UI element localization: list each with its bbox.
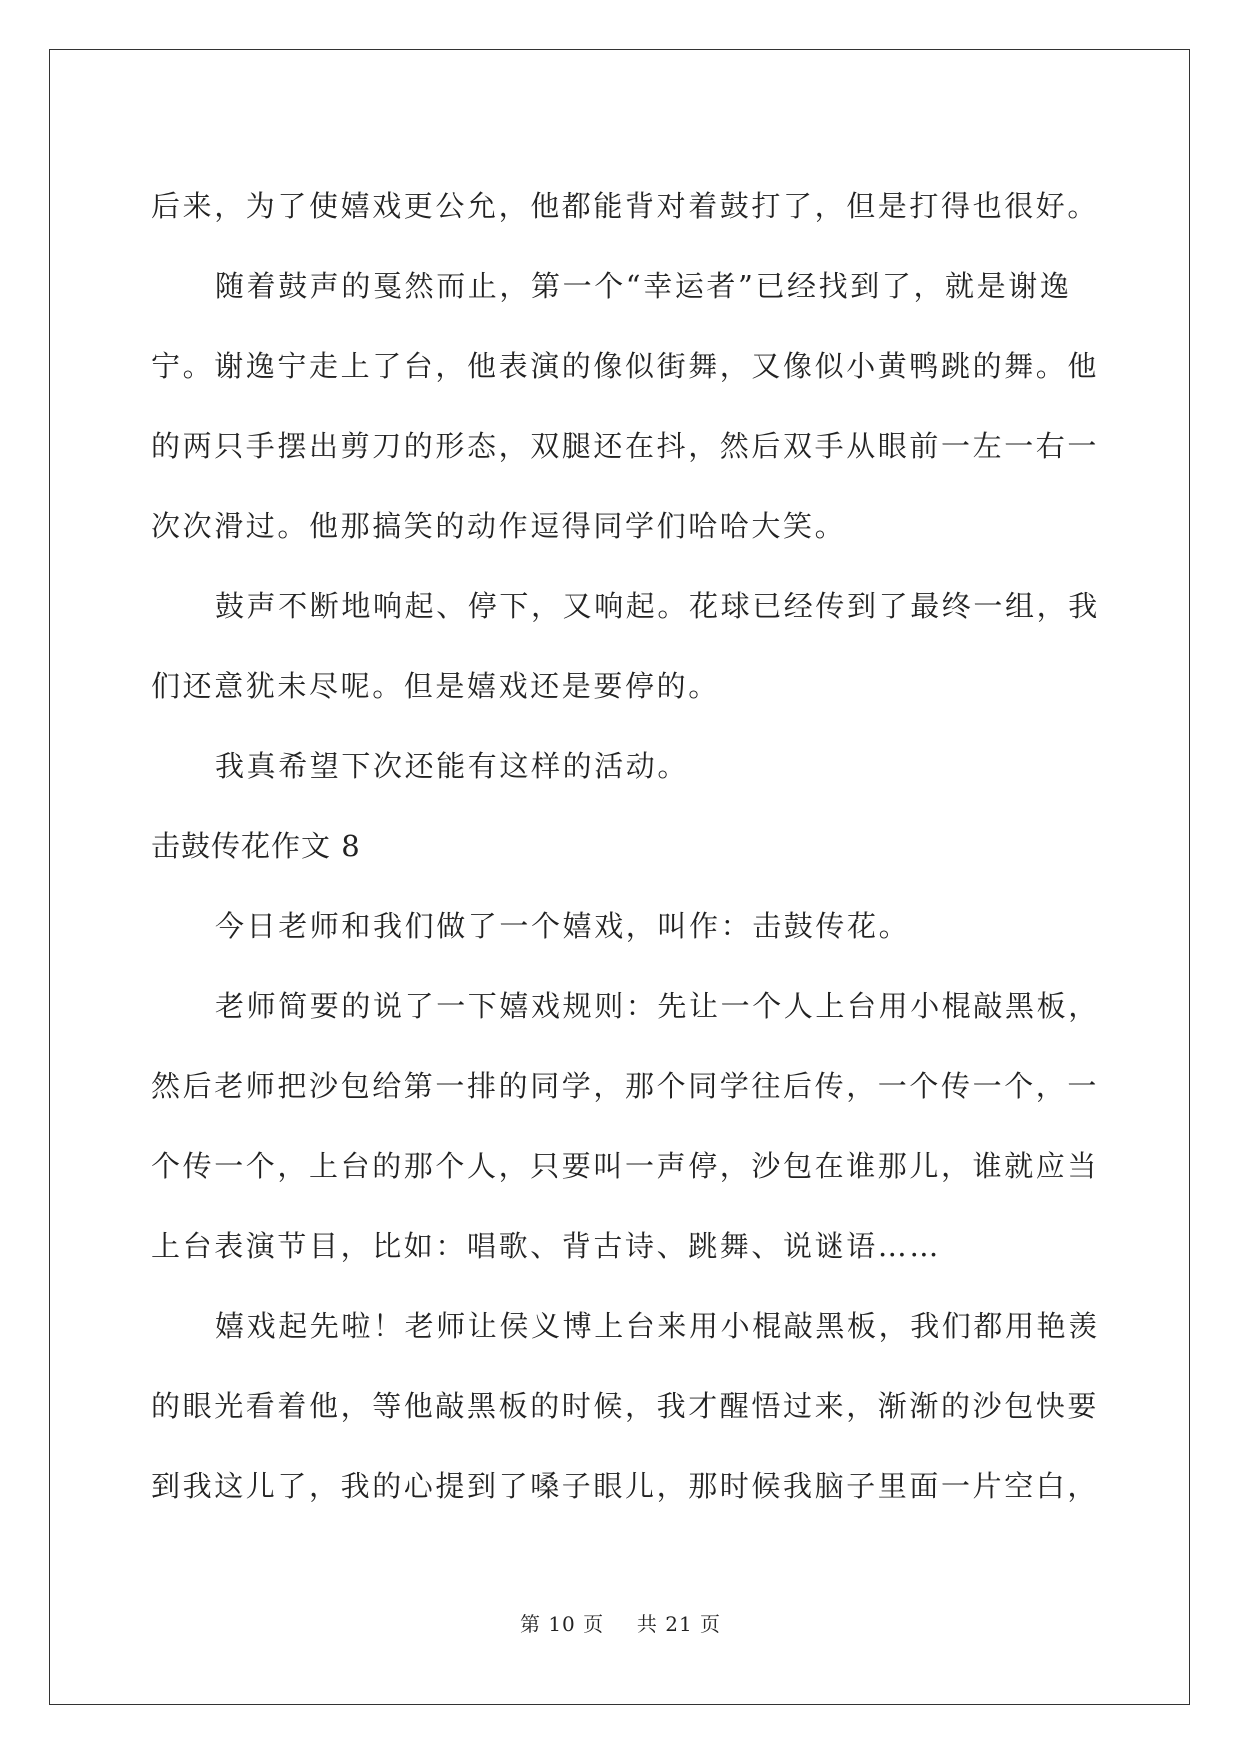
text-line: 到我这儿了，我的心提到了嗓子眼儿，那时候我脑子里面一片空白， [151,1469,1100,1503]
text-line: 的两只手摆出剪刀的形态，双腿还在抖，然后双手从眼前一左一右一 [151,429,1100,463]
text-line: 后来，为了使嬉戏更公允，他都能背对着鼓打了，但是打得也很好。 [151,189,1100,223]
text-line: 老师简要的说了一下嬉戏规则：先让一个人上台用小棍敲黑板， [215,989,1100,1023]
document-body [151,166,1101,1526]
text-line: 的眼光看着他，等他敲黑板的时候，我才醒悟过来，渐渐的沙包快要 [151,1389,1100,1423]
text-line: 今日老师和我们做了一个嬉戏，叫作：击鼓传花。 [215,909,911,943]
text-line: 我真希望下次还能有这样的活动。 [215,749,690,783]
text-line: 嬉戏起先啦！老师让侯义博上台来用小棍敲黑板，我们都用艳羡 [215,1309,1100,1343]
text-line: 次次滑过。他那搞笑的动作逗得同学们哈哈大笑。 [151,509,847,543]
text-line: 个传一个，上台的那个人，只要叫一声停，沙包在谁那儿，谁就应当 [151,1149,1100,1183]
text-line: 们还意犹未尽呢。但是嬉戏还是要停的。 [151,669,720,703]
page-total: 共 21 页 [636,1612,722,1636]
section-heading: 击鼓传花作文 8 [151,829,361,863]
page-footer [0,1608,1241,1637]
page-number: 第 10 页 [519,1612,605,1636]
text-line: 随着鼓声的戛然而止，第一个“幸运者”已经找到了，就是谢逸 [215,269,1072,303]
text-line: 上台表演节目，比如：唱歌、背古诗、跳舞、说谜语…… [151,1229,942,1263]
text-line: 宁。谢逸宁走上了台，他表演的像似街舞，又像似小黄鸭跳的舞。他 [151,349,1100,383]
text-line: 然后老师把沙包给第一排的同学，那个同学往后传，一个传一个，一 [151,1069,1100,1103]
text-line: 鼓声不断地响起、停下，又响起。花球已经传到了最终一组，我 [215,589,1100,623]
